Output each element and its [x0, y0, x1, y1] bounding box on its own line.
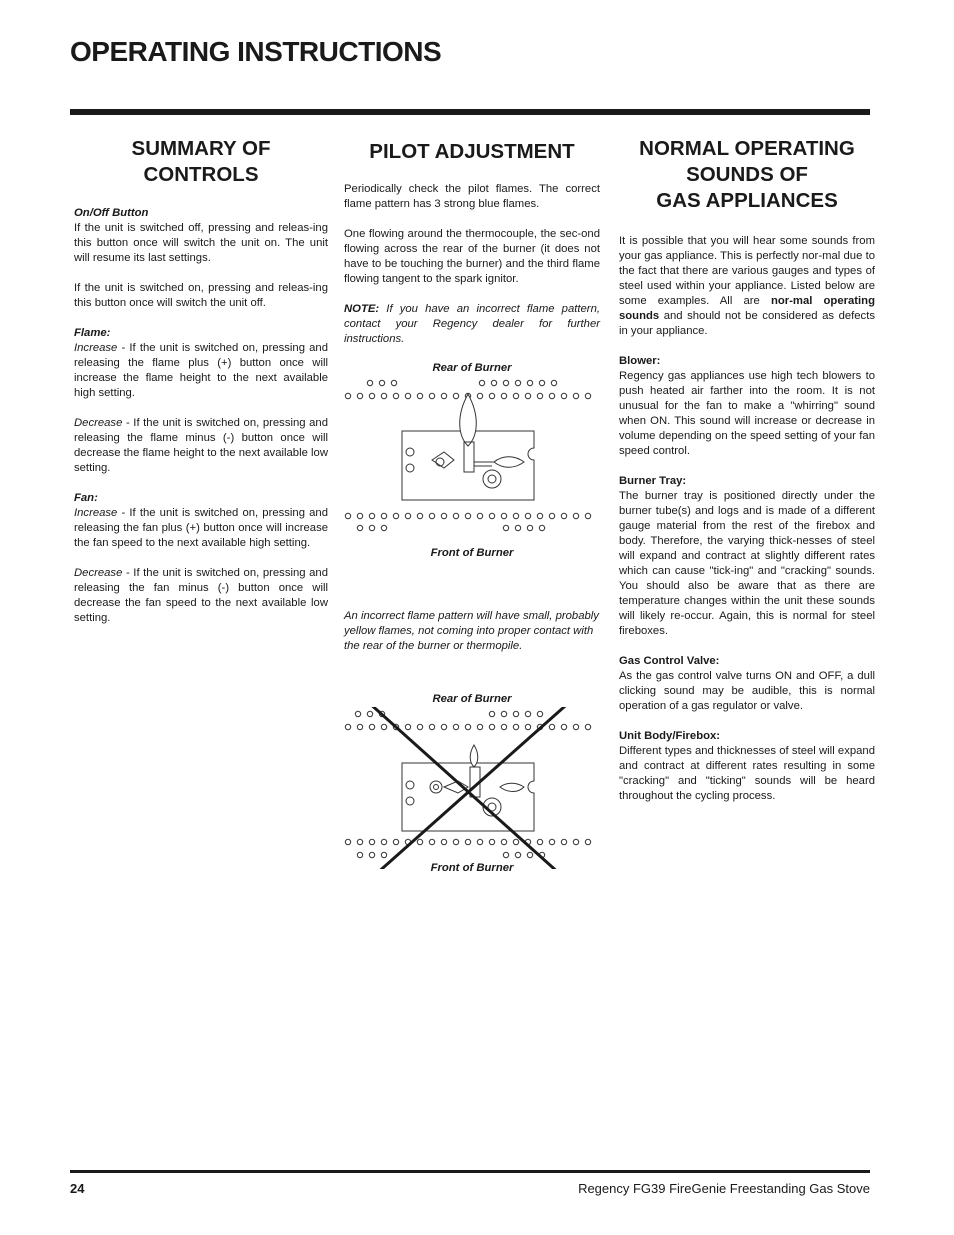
correct-flame-diagram — [344, 361, 600, 561]
summary-heading — [74, 136, 328, 188]
sounds-intro-b: and should not be considered as defects in your appliance. — [619, 310, 875, 337]
diagram-rear-label: Rear of Burner — [432, 362, 512, 374]
front-port-row-bottom — [357, 525, 544, 530]
onoff-text-1: If the unit is switched off, pressing and releas-ing this button once will switch the unit on. The unit will resume its last settings. — [74, 222, 328, 264]
correct-burner-illustration — [344, 376, 600, 546]
blower-title: Blower: — [619, 355, 661, 367]
note-body: If you have an incorrect flame pattern, contact your Regency dealer for further instructions. — [344, 303, 600, 345]
tall-pilot-flame — [460, 394, 477, 446]
incorrect-flame-diagram — [344, 692, 600, 876]
unit-body-text: Different types and thicknesses of steel will expand and contract at different rates resulting in some "cracking" and "ticking" sounds will be heard throughout the cycling process. — [619, 745, 875, 802]
flame-decrease-label: Decrease — [74, 417, 123, 429]
rear-port-row-top — [367, 380, 556, 385]
sounds-heading — [619, 136, 875, 214]
blower-text: Regency gas appliances use high tech blowers to push heated air farther into the room. It is not unusual for the fan to make a "whirring" sound when ON. This sound will increase or decrease in volume depending on the speed setting of your fan speed control. — [619, 370, 875, 457]
fan-decrease-text — [74, 566, 328, 626]
operating-sounds-column — [619, 136, 875, 804]
header-divider — [70, 109, 870, 115]
fan-increase-text — [74, 506, 328, 551]
front-port-row — [345, 839, 590, 844]
gas-valve-title: Gas Control Valve: — [619, 655, 720, 667]
gas-valve-text: As the gas control valve turns ON and OFF, a dull clicking sound may be audible, this is normal operation of a gas regulator or valve. — [619, 670, 875, 712]
flame-decrease-text — [74, 416, 328, 476]
summary-of-controls-column — [74, 136, 328, 626]
sounds-heading-line3: GAS APPLIANCES — [656, 189, 838, 212]
sounds-intro-bold: nor-mal operating sounds — [619, 295, 875, 322]
unit-body-title: Unit Body/Firebox: — [619, 730, 721, 742]
page-title: OPERATING INSTRUCTIONS — [70, 36, 442, 67]
sounds-heading-line1: NORMAL OPERATING — [639, 137, 855, 160]
burner-tray-text: The burner tray is positioned directly under the burner tube(s) and logs and is made of a different gauge material from the rest of the firebox and body. Therefore, the varying thick-nesses of steel will expand and contract at slightly different rates which can cause "tick-ing" and "cracking" sounds. You should also be aware that as there are temperature changes within the unit these sounds will likely re-occur. Again, this is normal for steel fireboxes. — [619, 490, 875, 637]
sounds-intro — [619, 234, 875, 339]
pilot-note — [344, 302, 600, 347]
pilot-adjustment-column — [344, 136, 600, 876]
sounds-intro-a: It is possible that you will hear some sounds from your gas appliance. This is perfectly nor-mal due to the fact that there are various gauges and types of steel used within your appliance. Listed below are some examples. All are — [619, 235, 875, 307]
diagram2-front-label: Front of Burner — [430, 862, 514, 874]
fan-title: Fan: — [74, 492, 98, 504]
diagram-front-label: Front of Burner — [430, 547, 514, 559]
pilot-text-1: Periodically check the pilot flames. The correct flame pattern has 3 strong blue flames. — [344, 183, 600, 210]
footer-divider — [70, 1170, 870, 1173]
front-port-row — [345, 513, 590, 518]
onoff-title: On/Off Button — [74, 207, 149, 219]
flame-increase-text — [74, 341, 328, 401]
front-port-row-bottom — [357, 852, 544, 857]
pilot-text-2: One flowing around the thermocouple, the sec-ond flowing across the rear of the burner (it does not have to be touching the burner) and the third flame flowing tangent to the spark ignitor. — [344, 228, 600, 285]
fan-decrease-label: Decrease — [74, 567, 123, 579]
summary-heading-line2: CONTROLS — [143, 163, 259, 186]
page-number: 24 — [70, 1181, 85, 1196]
incorrect-pattern-text: An incorrect flame pattern will have small, probably yellow flames, not coming into proper contact with the rear of the burner or thermopile. — [344, 610, 599, 652]
fan-increase-body: - If the unit is switched on, pressing and releasing the fan plus (+) button once will increase the fan speed to the next available high setting. — [74, 507, 328, 549]
pilot-housing — [402, 763, 534, 831]
flame-decrease-body: - If the unit is switched on, pressing and releasing the flame minus (-) button once will decrease the flame height to the next available low setting. — [74, 417, 328, 474]
small-pilot-flame — [470, 745, 478, 767]
fan-decrease-body: - If the unit is switched on, pressing and releasing the fan minus (-) button once will decrease the fan speed to the next available low setting. — [74, 567, 328, 624]
sounds-heading-line2: SOUNDS OF — [686, 163, 808, 186]
note-label: NOTE: — [344, 303, 380, 315]
diagram2-rear-label: Rear of Burner — [432, 693, 512, 705]
flame-increase-body: - If the unit is switched on, pressing and releasing the flame plus (+) button once will increase the flame height to the next available high setting. — [74, 342, 328, 399]
pilot-heading: PILOT ADJUSTMENT — [369, 140, 575, 163]
summary-heading-line1: SUMMARY OF — [131, 137, 271, 160]
rear-port-row — [345, 724, 590, 729]
incorrect-burner-illustration — [344, 707, 600, 869]
onoff-text-2: If the unit is switched on, pressing and releas-ing this button once will switch the unit off. — [74, 282, 328, 309]
flame-increase-label: Increase — [74, 342, 118, 354]
flame-title: Flame: — [74, 327, 111, 339]
burner-tray-title: Burner Tray: — [619, 475, 687, 487]
fan-increase-label: Increase — [74, 507, 118, 519]
footer-document-title: Regency FG39 FireGenie Freestanding Gas Stove — [578, 1181, 870, 1196]
